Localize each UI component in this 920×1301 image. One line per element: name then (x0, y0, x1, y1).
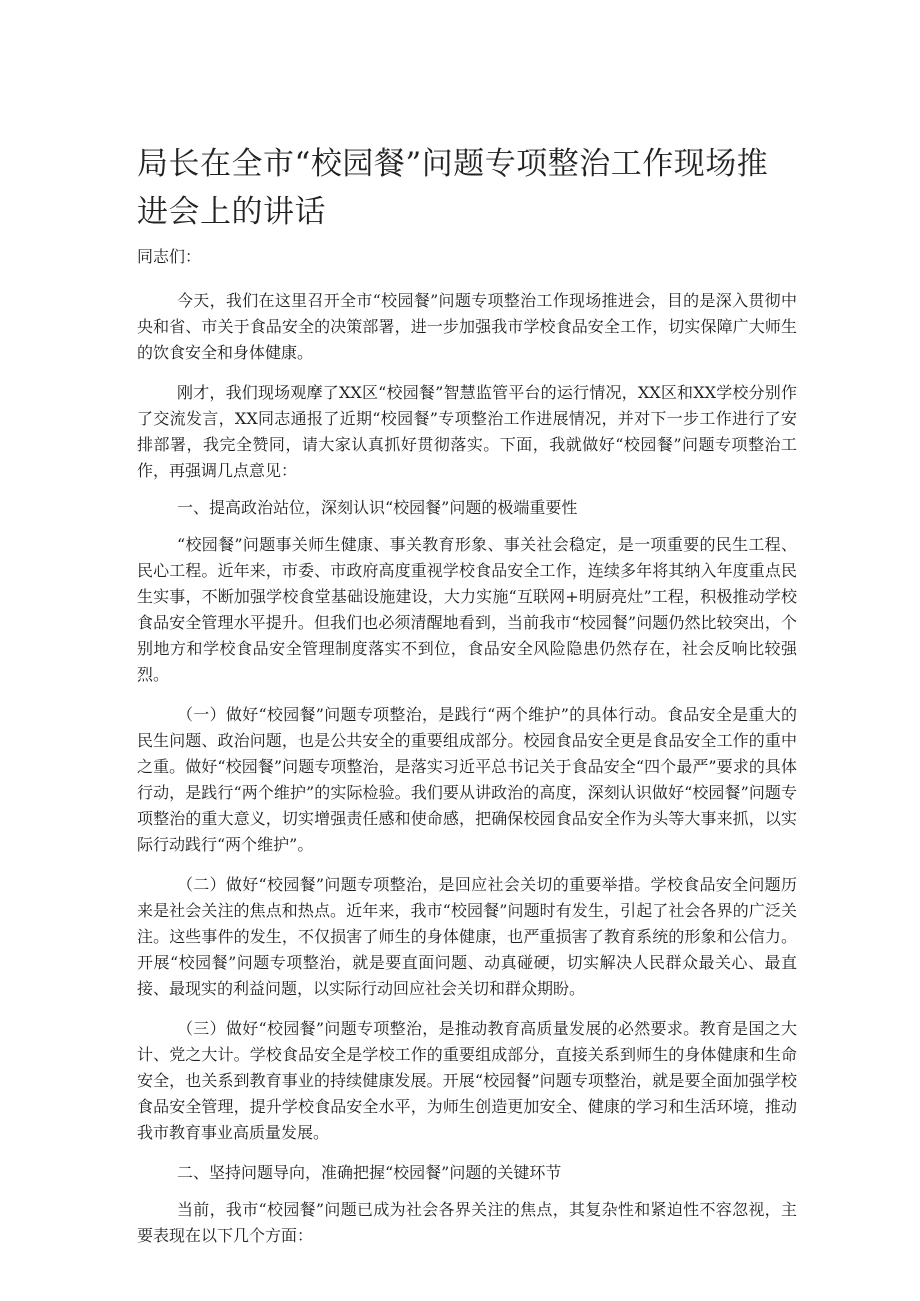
section-heading-1: 一、提高政治站位，深刻认识“校园餐”问题的极端重要性 (177, 498, 578, 517)
salutation: 同志们： (137, 247, 202, 266)
paragraph-point-2: （二）做好“校园餐”问题专项整治，是回应社会关切的重要举措。学校食品安全问题历来是社会关注的焦点和热点。近年来，我市“校园餐”问题时有发生，引起了社会各界的广泛关注。这些事件的发生，不仅损害了师生的身体健康，也严重损害了教育系统的形象和公信力。开展“校园餐”问题专项整治，就是要直面问题、动真碰硬，切实解决人民群众最关心、最直接、最现实的利益问题，以实际行动回应社会关切和群众期盼。 (137, 875, 797, 998)
paragraph-context: 刚才，我们现场观摩了XX区“校园餐”智慧监管平台的运行情况，XX区和XX学校分别作了交流发言，XX同志通报了近期“校园餐”专项整治工作进展情况，并对下一步工作进行了安排部署，我完全赞同，请大家认真抓好贯彻落实。下面，我就做好“校园餐”问题专项整治工作，再强调几点意见： (137, 383, 797, 480)
paragraph-intro: 今天，我们在这里召开全市“校园餐”问题专项整治工作现场推进会，目的是深入贯彻中央和省、市关于食品安全的决策部署，进一步加强我市学校食品安全工作，切实保障广大师生的饮食安全和身体健康。 (137, 291, 797, 362)
document-body (137, 244, 797, 1249)
paragraph-section2-intro: 当前，我市“校园餐”问题已成为社会各界关注的焦点，其复杂性和紧迫性不容忽视，主要表现在以下几个方面： (137, 1200, 797, 1245)
paragraph-section1-overview: “校园餐”问题事关师生健康、事关教育形象、事关社会稳定，是一项重要的民生工程、民心工程。近年来，市委、市政府高度重视学校食品安全工作，连续多年将其纳入年度重点民生实事，不断加强学校食堂基础设施建设，大力实施“互联网+明厨亮灶”工程，积极推动学校食品安全管理水平提升。但我们也必须清醒地看到，当前我市“校园餐”问题仍然比较突出，个别地方和学校食品安全管理制度落实不到位，食品安全风险隐患仍然存在，社会反响比较强烈。 (137, 535, 797, 684)
paragraph-point-1: （一）做好“校园餐”问题专项整治，是践行“两个维护”的具体行动。食品安全是重大的民生问题、政治问题，也是公共安全的重要组成部分。校园食品安全更是食品安全工作的重中之重。做好“校园餐”问题专项整治，是落实习近平总书记关于食品安全“四个最严”要求的具体行动，是践行“两个维护”的实际检验。我们要从讲政治的高度，深刻认识做好“校园餐”问题专项整治的重大意义，切实增强责任感和使命感，把确保校园食品安全作为头等大事来抓，以实际行动践行“两个维护”。 (137, 705, 797, 854)
paragraph-point-3: （三）做好“校园餐”问题专项整治，是推动教育高质量发展的必然要求。教育是国之大计、党之大计。学校食品安全是学校工作的重要组成部分，直接关系到师生的身体健康和生命安全，也关系到教育事业的持续健康发展。开展“校园餐”问题专项整治，就是要全面加强学校食品安全管理，提升学校食品安全水平，为师生创造更加安全、健康的学习和生活环境，推动我市教育事业高质量发展。 (137, 1019, 797, 1142)
document-title: 局长在全市“校园餐”问题专项整治工作现场推进会上的讲话 (137, 146, 769, 230)
section-heading-2: 二、坚持问题导向，准确把握“校园餐”问题的关键环节 (177, 1163, 562, 1182)
